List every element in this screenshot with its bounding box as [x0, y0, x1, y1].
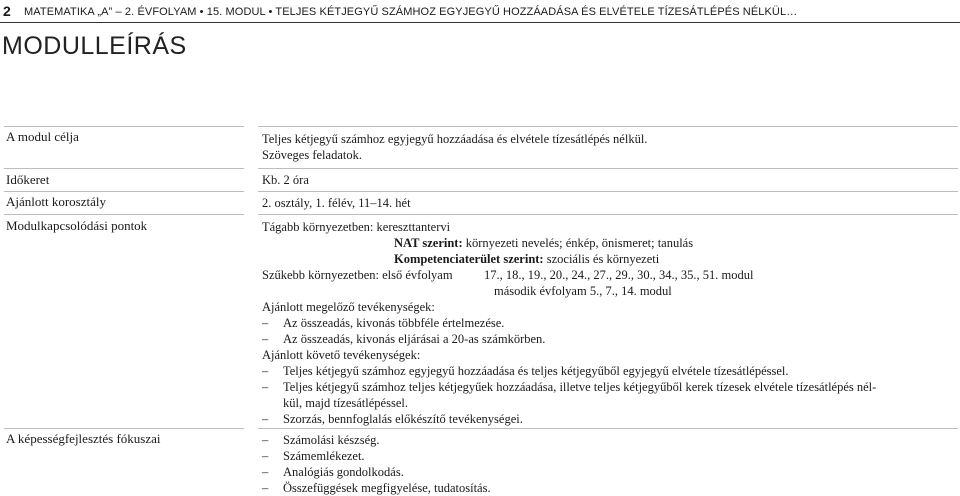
- kompetencia-line: [394, 251, 659, 267]
- row-rule-cel-right: [258, 126, 958, 127]
- cel-line-2: Szöveges feladatok.: [262, 148, 362, 162]
- page-number: 2: [3, 3, 11, 19]
- megelozo-item-2: Az összeadás, kivonás eljárásai a 20-as számkörben.: [283, 332, 546, 346]
- szukebb-modulok: 17., 18., 19., 20., 24., 27., 29., 30., 34., 35., 51. modul: [484, 268, 754, 282]
- megelozo-title: Ajánlott megelőző tevékenységek:: [262, 300, 435, 314]
- tagabb-kornyezet: Tágabb környezetben: kereszttantervi: [262, 220, 451, 234]
- label-modul-celja: A modul célja: [6, 129, 79, 144]
- kompetencia-text: szociális és környezeti: [543, 252, 660, 266]
- row-rule-cel-left: [4, 126, 244, 127]
- koveto-item-2a: Teljes kétjegyű számhoz teljes kétjegyűek hozzáadása, illetve teljes kétjegyűből kerek tízesek elvétele tízesátlépés nél-: [283, 380, 877, 394]
- kompetencia-label: Kompetenciaterület szerint:: [394, 252, 544, 266]
- running-head-text: MATEMATIKA „A” – 2. ÉVFOLYAM • 15. MODUL • TELJES KÉTJEGYŰ SZÁMHOZ EGYJEGYŰ HOZZÁADÁSA ÉS ELVÉTELE TÍZESÁTLÉPÉS NÉLKÜL…: [24, 6, 798, 18]
- fokusz-item-1: Számolási készség.: [283, 433, 380, 447]
- list-dash: –: [262, 433, 269, 447]
- label-idokeret: Időkeret: [6, 172, 50, 187]
- row-rule-fokusz-left: [4, 428, 244, 429]
- list-dash: –: [262, 481, 269, 495]
- nat-text: környezeti nevelés; énkép, önismeret; tanulás: [462, 236, 694, 250]
- idokeret-value: Kb. 2 óra: [262, 173, 309, 187]
- row-rule-idokeret-right: [258, 168, 958, 169]
- label-fokusz: A képességfejlesztés fókuszai: [6, 431, 161, 446]
- megelozo-item-1: Az összeadás, kivonás többféle értelmezése.: [283, 316, 505, 330]
- koveto-item-1: Teljes kétjegyű számhoz egyjegyű hozzáadása és teljes kétjegyűből egyjegyű elvétele tízesátlépéssel.: [283, 364, 789, 378]
- label-kapcsolodas: Modulkapcsolódási pontok: [6, 218, 148, 233]
- row-rule-fokusz-right: [258, 428, 958, 429]
- koveto-title: Ajánlott követő tevékenységek:: [262, 348, 421, 362]
- header-rule: [0, 22, 960, 23]
- page-title: MODULLEÍRÁS: [2, 32, 187, 60]
- running-header: [0, 0, 960, 22]
- list-dash: –: [262, 380, 269, 394]
- korosztaly-value: 2. osztály, 1. félév, 11–14. hét: [262, 196, 411, 210]
- list-dash: –: [262, 412, 269, 426]
- label-korosztaly: Ajánlott korosztály: [6, 194, 107, 209]
- list-dash: –: [262, 364, 269, 378]
- list-dash: –: [262, 465, 269, 479]
- koveto-item-2b: kül, majd tízesátlépéssel.: [283, 396, 408, 410]
- nat-label: NAT szerint:: [394, 236, 463, 250]
- koveto-item-3: Szorzás, bennfoglalás előkészítő tevékenységei.: [283, 412, 523, 426]
- fokusz-item-4: Összefüggések megfigyelése, tudatosítás.: [283, 481, 491, 495]
- masodik-evfolyam: második évfolyam 5., 7., 14. modul: [494, 284, 672, 298]
- row-rule-korosztaly-left: [4, 191, 244, 192]
- row-rule-korosztaly-right: [258, 191, 958, 192]
- list-dash: –: [262, 316, 269, 330]
- list-dash: –: [262, 332, 269, 346]
- row-rule-kapcsolodas-left: [4, 214, 244, 215]
- fokusz-item-2: Számemlékezet.: [283, 449, 365, 463]
- fokusz-item-3: Analógiás gondolkodás.: [283, 465, 404, 479]
- szukebb-kornyezet: Szűkebb környezetben: első évfolyam: [262, 268, 453, 282]
- nat-line: [394, 235, 693, 251]
- row-rule-kapcsolodas-right: [258, 214, 958, 215]
- cel-line-1: Teljes kétjegyű számhoz egyjegyű hozzáadása és elvétele tízesátlépés nélkül.: [262, 132, 648, 146]
- list-dash: –: [262, 449, 269, 463]
- row-rule-idokeret-left: [4, 168, 244, 169]
